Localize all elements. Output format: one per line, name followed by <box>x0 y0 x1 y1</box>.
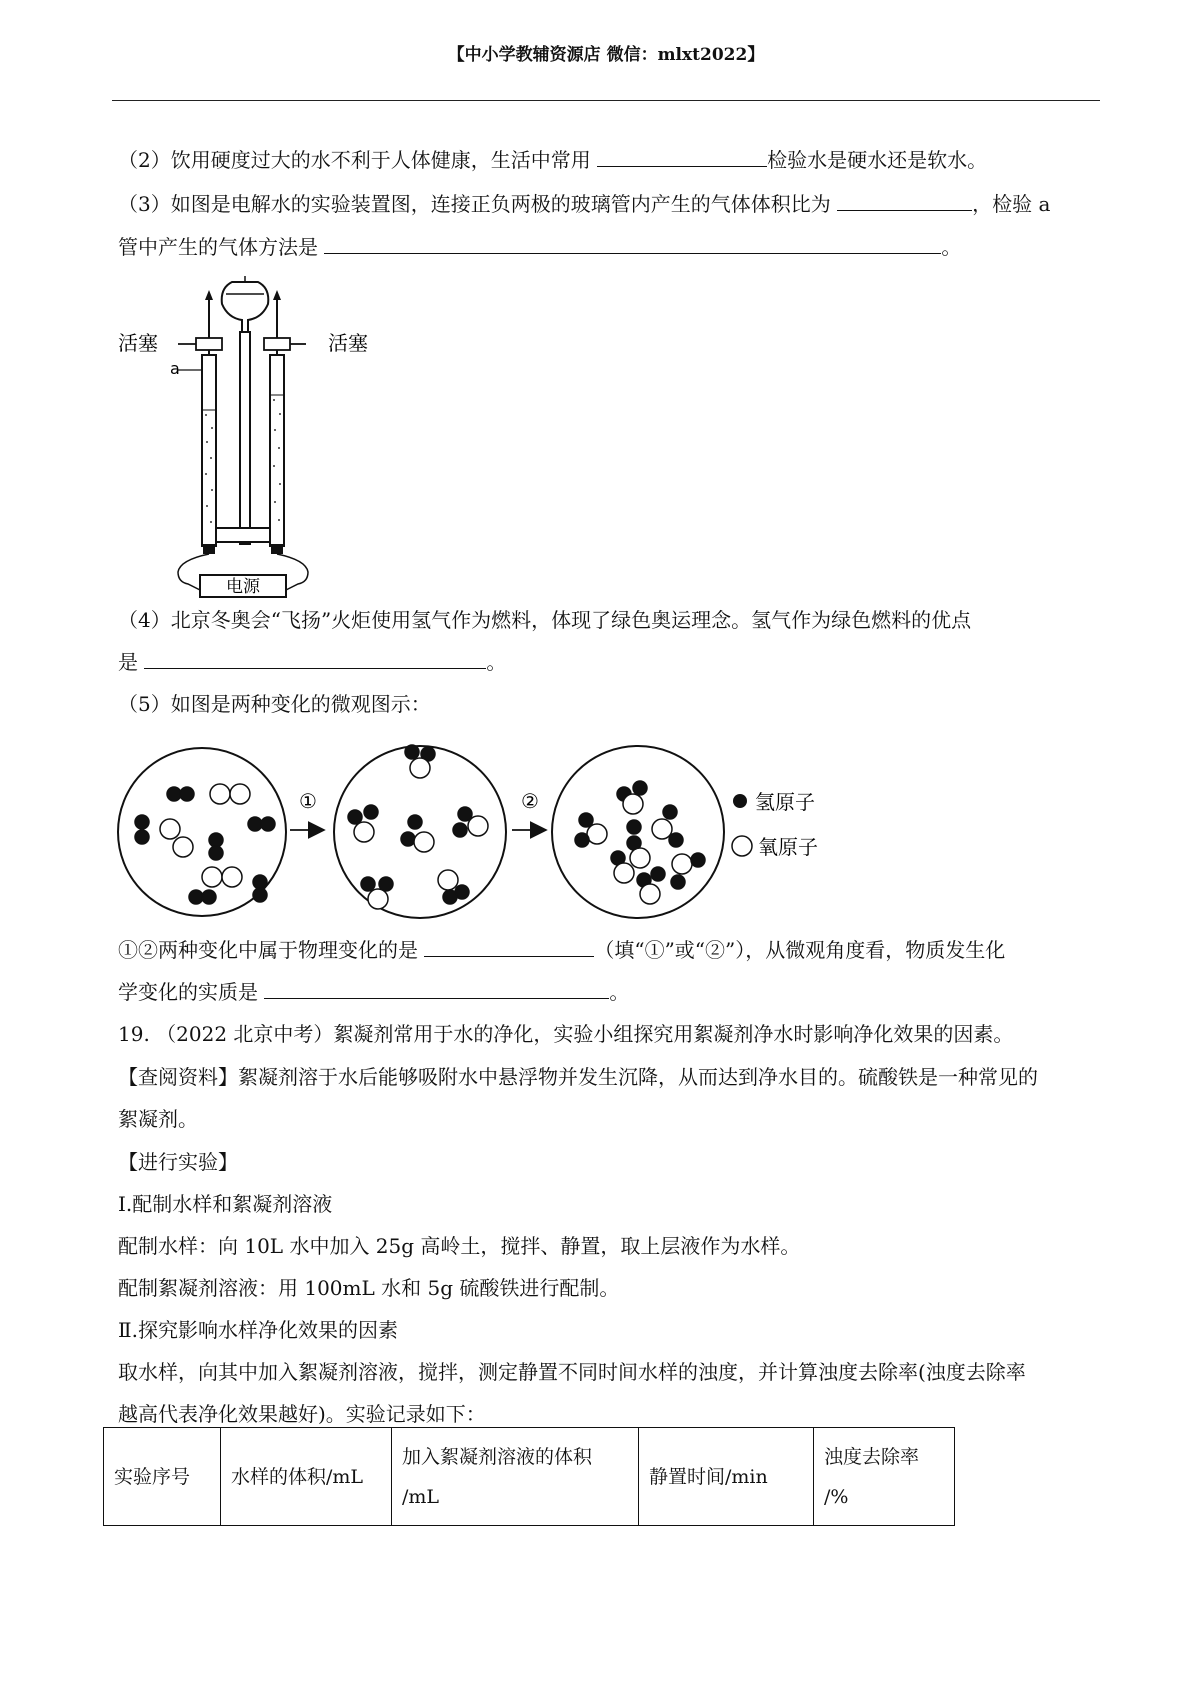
q4-text-2: 是 <box>118 650 145 674</box>
header-cell-time: 静置时间/min <box>639 1428 814 1526</box>
oxygen-legend-label: 氧原子 <box>758 835 818 859</box>
q5-text-2: ①②两种变化中属于物理变化的是 <box>118 938 425 962</box>
section-2-text-2: 越高代表净化效果越好)。实验记录如下： <box>118 1402 486 1426</box>
q19-line <box>118 1020 1013 1048</box>
q4-answer-blank[interactable] <box>144 648 486 669</box>
q5-text: （5）如图是两种变化的微观图示： <box>118 692 431 716</box>
q3-text-end: 。 <box>941 235 962 259</box>
left-electrode <box>203 544 215 554</box>
q5-text-4: 学变化的实质是 <box>118 980 265 1004</box>
q3-ratio-blank[interactable] <box>837 190 972 211</box>
tube-a-label: a <box>170 359 180 378</box>
q3-method-blank[interactable] <box>324 233 941 254</box>
section-1-text-1: 配制水样：向 10L 水中加入 25g 高岭土，搅拌、静置，取上层液作为水样。 <box>118 1234 801 1258</box>
section-2-text-1: 取水样，向其中加入絮凝剂溶液，搅拌，测定静置不同时间水样的浊度，并计算浊度去除率(浊度去除率 <box>118 1360 1026 1384</box>
right-stopcock-label: 活塞 <box>328 331 368 355</box>
q5-text-3: （填“①”或“②”），从微观角度看，物质发生化 <box>594 938 1006 962</box>
electrolysis-apparatus-figure <box>110 270 380 598</box>
left-stopcock <box>196 338 222 350</box>
page-header: 【中小学教辅资源店 微信：mlxt2022】 <box>447 45 765 65</box>
right-nozzle-tip <box>273 290 281 300</box>
q3-text: （3）如图是电解水的实验装置图，连接正负两极的玻璃管内产生的气体体积比为 <box>118 192 838 216</box>
center-tube <box>240 332 250 544</box>
header-cell-flocculant: 加入絮凝剂溶液的体积 /mL <box>392 1428 639 1526</box>
q2-answer-blank[interactable] <box>597 146 767 167</box>
q3-text-2: 管中产生的气体方法是 <box>118 235 325 259</box>
power-label: 电源 <box>226 577 260 597</box>
section-1-text-2: 配制絮凝剂溶液：用 100mL 水和 5g 硫酸铁进行配制。 <box>118 1276 620 1300</box>
section-1-line-1 <box>118 1232 800 1260</box>
q4-text-end: 。 <box>486 650 507 674</box>
section-1-line-2 <box>118 1274 619 1302</box>
q19-text: 19. （2022 北京中考）絮凝剂常用于水的净化，实验小组探究用絮凝剂净水时影响净化效果的因素。 <box>118 1022 1014 1046</box>
q5-answer-line <box>118 936 1005 964</box>
hydrogen-legend-label: 氢原子 <box>755 790 815 814</box>
section-2-line-2 <box>118 1400 486 1428</box>
q2-text: （2）饮用硬度过大的水不利于人体健康，生活中常用 <box>118 148 598 172</box>
q5-essence-blank[interactable] <box>264 978 609 999</box>
q2-line <box>118 146 987 174</box>
q4-line-2 <box>118 648 506 676</box>
header-cell-id: 实验序号 <box>104 1428 221 1526</box>
reservoir-funnel <box>222 282 269 332</box>
q3-line-2 <box>118 233 961 261</box>
header-cell-volume: 水样的体积/mL <box>221 1428 392 1526</box>
reference-text-2: 絮凝剂。 <box>118 1107 198 1131</box>
section-1-heading <box>118 1190 332 1218</box>
q5-answer-line-2 <box>118 978 629 1006</box>
right-tube <box>270 355 284 546</box>
bottom-connector <box>216 528 270 542</box>
left-nozzle-tip <box>205 290 213 300</box>
reference-line <box>118 1063 1038 1091</box>
q4-line <box>118 606 971 634</box>
reference-line-2 <box>118 1105 198 1133</box>
q3-line <box>118 190 1050 218</box>
q5-physical-blank[interactable] <box>424 936 594 957</box>
right-stopcock <box>264 338 290 350</box>
q2-text-end: 检验水是硬水还是软水。 <box>767 148 988 172</box>
experiment-heading <box>118 1148 238 1176</box>
oxygen-legend-dot <box>732 836 752 856</box>
hydrogen-legend-dot <box>733 794 747 808</box>
q3-text-mid: ，检验 a <box>972 192 1051 216</box>
section-2-heading <box>118 1316 398 1344</box>
experiment-heading-text: 【进行实验】 <box>118 1150 238 1174</box>
table-header-row <box>104 1428 955 1526</box>
microscopic-diagram <box>110 742 940 932</box>
left-tube <box>202 355 216 546</box>
section-2-line-1 <box>118 1358 1026 1386</box>
reference-text: 【查阅资料】絮凝剂溶于水后能够吸附水中悬浮物并发生沉降，从而达到净水目的。硫酸铁是一种常见的 <box>118 1065 1038 1089</box>
q5-line <box>118 690 431 718</box>
header-cell-removal: 浊度去除率 /% <box>814 1428 955 1526</box>
section-1-text: Ⅰ.配制水样和絮凝剂溶液 <box>118 1192 333 1216</box>
header-rule <box>112 100 1100 101</box>
step-1-label: ① <box>299 789 317 813</box>
experiment-record-table <box>103 1427 955 1526</box>
left-stopcock-label: 活塞 <box>118 331 158 355</box>
q5-text-end: 。 <box>609 980 630 1004</box>
right-electrode <box>271 544 283 554</box>
step-2-label: ② <box>521 789 539 813</box>
section-2-text: Ⅱ.探究影响水样净化效果的因素 <box>118 1318 398 1342</box>
q4-text: （4）北京冬奥会“飞扬”火炬使用氢气作为燃料，体现了绿色奥运理念。氢气作为绿色燃料的优点 <box>118 608 972 632</box>
